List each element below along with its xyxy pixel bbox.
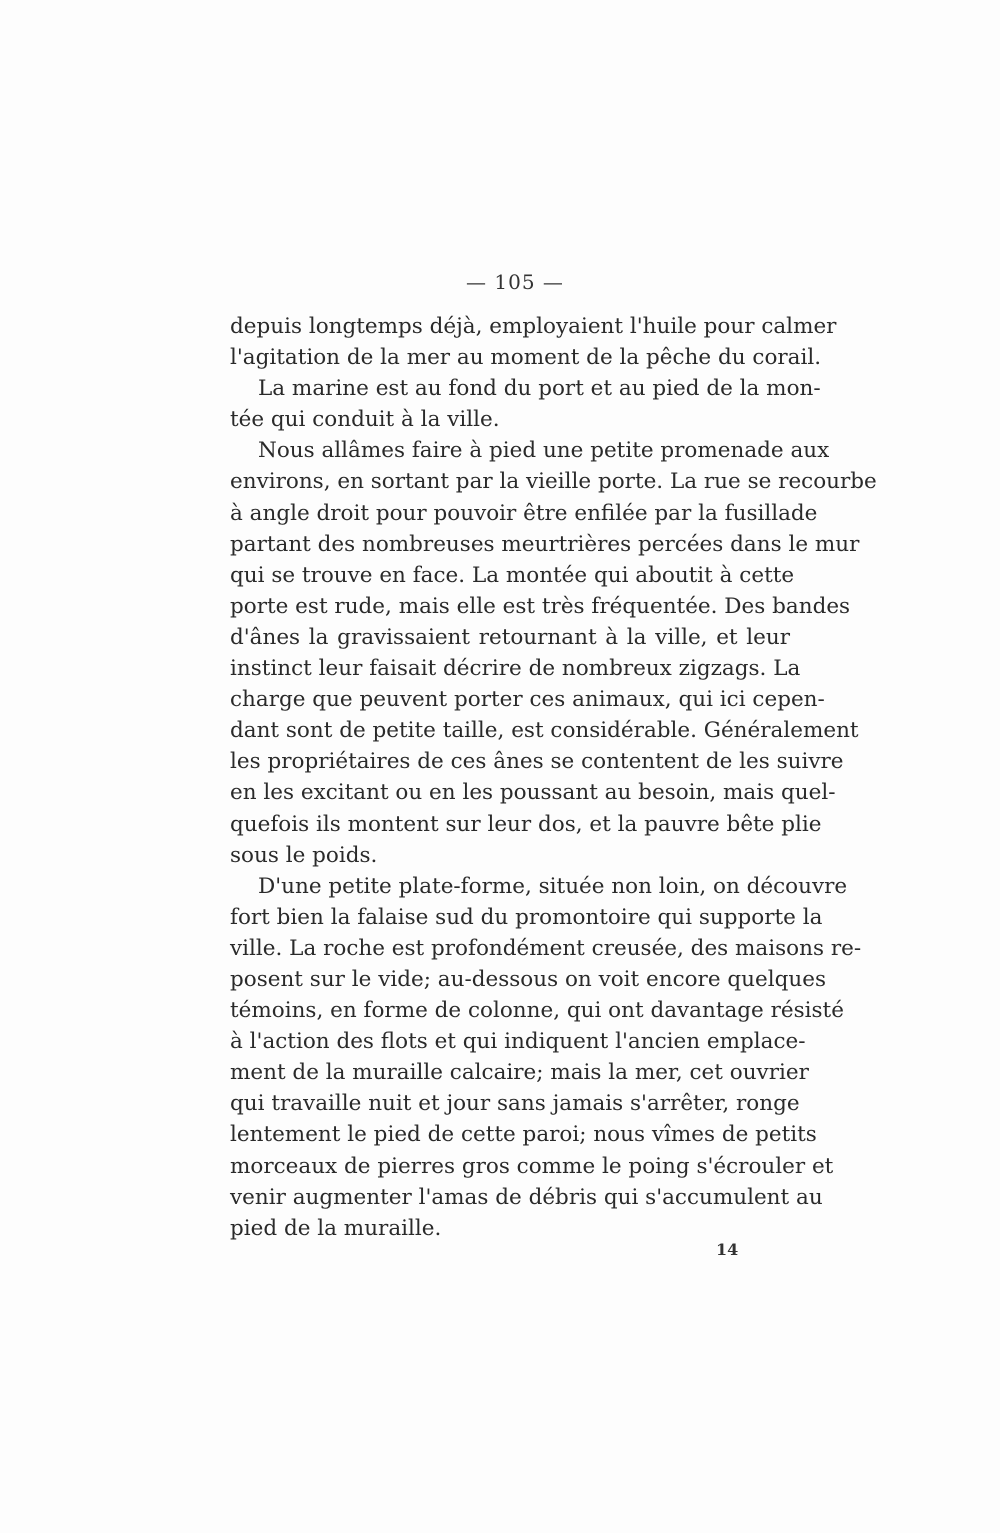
- paragraph-3-line: à angle droit pour pouvoir être enfilée par la fusillade: [230, 500, 818, 526]
- paragraph-3-line: qui se trouve en face. La montée qui aboutit à cette: [230, 562, 795, 588]
- paragraph-4-line: fort bien la falaise sud du promontoire qui supporte la: [230, 904, 823, 930]
- paragraph-4-line: témoins, en forme de colonne, qui ont davantage résisté: [230, 998, 844, 1024]
- paragraph-3-line: porte est rude, mais elle est très fréquentée. Des bandes: [230, 593, 851, 619]
- paragraph-4-line: pied de la muraille.: [230, 1215, 442, 1241]
- paragraph-4-line: lentement le pied de cette paroi; nous vîmes de petits: [230, 1122, 817, 1148]
- paragraph-4-line: posent sur le vide; au-dessous on voit encore quelques: [230, 966, 826, 992]
- paragraph-3-line: partant des nombreuses meurtrières percées dans le mur: [230, 531, 860, 557]
- paragraph-3-line: dant sont de petite taille, est considérable. Généralement: [230, 718, 859, 744]
- paragraph-3-line: d'ânes la gravissaient retournant à la ville, et leur: [230, 624, 790, 650]
- paragraph-4-line: morceaux de pierres gros comme le poing s'écrouler et: [230, 1153, 834, 1179]
- paragraph-2-line: tée qui conduit à la ville.: [230, 407, 500, 433]
- paragraph-4-line: à l'action des flots et qui indiquent l'ancien emplace-: [230, 1029, 806, 1055]
- paragraph-4-line: ville. La roche est profondément creusée, des maisons re-: [230, 935, 862, 961]
- page-number: — 105 —: [466, 270, 564, 294]
- paragraph-1-line: depuis longtemps déjà, employaient l'huile pour calmer: [230, 314, 837, 339]
- paragraph-3-line: instinct leur faisait décrire de nombreux zigzags. La: [230, 656, 801, 682]
- paragraph-3-line: en les excitant ou en les poussant au besoin, mais quel-: [230, 780, 836, 806]
- paragraph-3-line: sous le poids.: [230, 842, 378, 868]
- paragraph-3-line: environs, en sortant par la vieille porte. La rue se recourbe: [230, 469, 877, 495]
- paragraph-2-line: La marine est au fond du port et au pied de la mon-: [258, 376, 821, 402]
- paragraph-3-line: quefois ils montent sur leur dos, et la pauvre bête plie: [230, 811, 822, 837]
- body-text: [230, 311, 877, 1244]
- paragraph-4-line: qui travaille nuit et jour sans jamais s'arrêter, ronge: [230, 1091, 800, 1117]
- paragraph-3-line: les propriétaires de ces ânes se contentent de les suivre: [230, 749, 844, 775]
- paragraph-1-line: l'agitation de la mer au moment de la pêche du corail.: [230, 345, 822, 371]
- paragraph-3-line: Nous allâmes faire à pied une petite promenade aux: [258, 438, 830, 464]
- paragraph-4-line: ment de la muraille calcaire; mais la mer, cet ouvrier: [230, 1060, 809, 1086]
- paragraph-4-line: venir augmenter l'amas de débris qui s'accumulent au: [230, 1184, 823, 1210]
- paragraph-3-line: charge que peuvent porter ces animaux, qui ici cepen-: [230, 687, 825, 713]
- signature-mark: 14: [716, 1240, 739, 1259]
- paragraph-4-line: D'une petite plate-forme, située non loin, on découvre: [258, 873, 848, 899]
